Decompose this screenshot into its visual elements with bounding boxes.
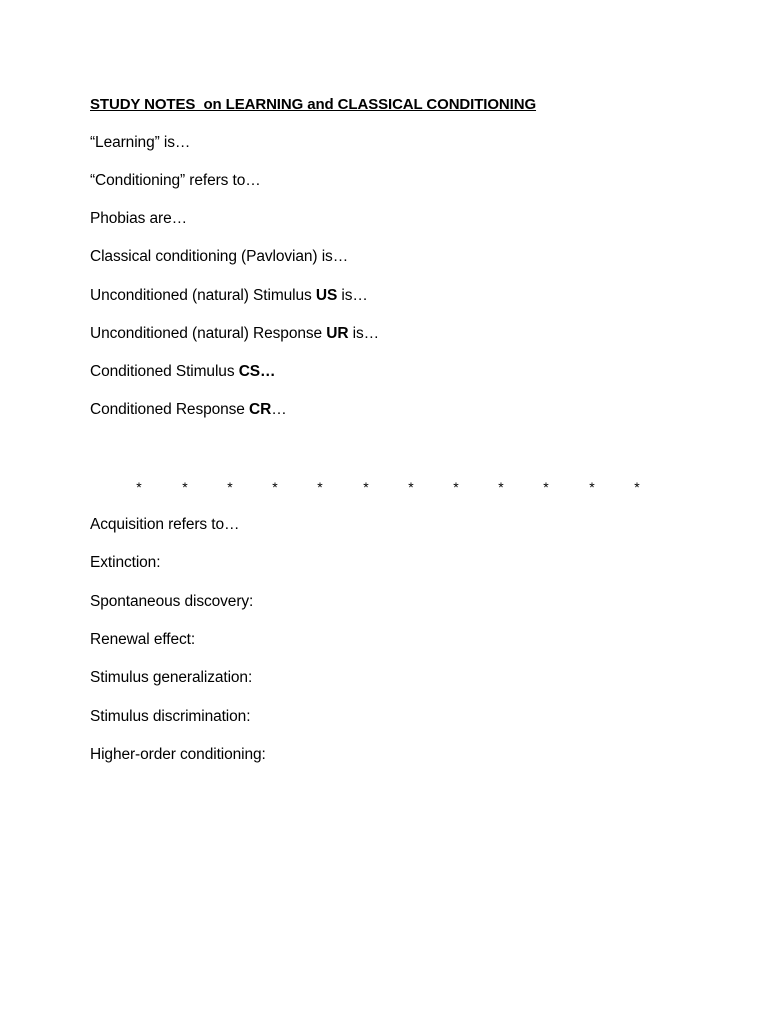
note-line-conditioned-response (90, 400, 287, 420)
line-term: CR (249, 401, 272, 418)
note-line-classical-conditioning: Classical conditioning (Pavlovian) is… (90, 248, 349, 265)
separator-star: * (363, 479, 369, 495)
note-line-unconditioned-response (90, 324, 379, 344)
note-line-higher-order-conditioning: Higher-order conditioning: (90, 746, 266, 763)
line-text: is… (348, 325, 380, 342)
document-title: STUDY NOTES on LEARNING and CLASSICAL CONDITIONING (90, 96, 537, 113)
separator-stars (0, 477, 768, 497)
line-text: … (271, 401, 287, 418)
note-line-renewal-effect: Renewal effect: (90, 631, 196, 648)
line-term: US (315, 287, 338, 304)
line-text: is… (337, 287, 368, 304)
note-line-conditioning: “Conditioning” refers to… (90, 172, 261, 189)
line-text: Conditioned Stimulus (90, 363, 239, 380)
separator-star: * (272, 479, 278, 495)
line-term: CS… (238, 363, 276, 380)
note-line-stimulus-discrimination: Stimulus discrimination: (90, 708, 251, 725)
separator-star: * (317, 479, 323, 495)
separator-star: * (453, 479, 459, 495)
note-line-acquisition: Acquisition refers to… (90, 516, 240, 533)
separator-star: * (589, 479, 595, 495)
note-line-stimulus-generalization: Stimulus generalization: (90, 669, 253, 686)
separator-star: * (136, 479, 142, 495)
note-line-extinction: Extinction: (90, 554, 161, 571)
note-line-conditioned-stimulus (90, 362, 275, 382)
note-line-learning: “Learning” is… (90, 134, 191, 151)
line-term: UR (326, 325, 349, 342)
separator-star: * (227, 479, 233, 495)
line-text: Unconditioned (natural) Stimulus (90, 287, 316, 304)
separator-star: * (182, 479, 188, 495)
note-line-unconditioned-stimulus (90, 286, 368, 306)
note-line-spontaneous-discovery: Spontaneous discovery: (90, 593, 254, 610)
separator-star: * (408, 479, 414, 495)
separator-star: * (634, 479, 640, 495)
note-line-phobias: Phobias are… (90, 210, 188, 227)
separator-star: * (543, 479, 549, 495)
separator-star: * (498, 479, 504, 495)
line-text: Conditioned Response (90, 401, 250, 418)
line-text: Unconditioned (natural) Response (90, 325, 327, 342)
